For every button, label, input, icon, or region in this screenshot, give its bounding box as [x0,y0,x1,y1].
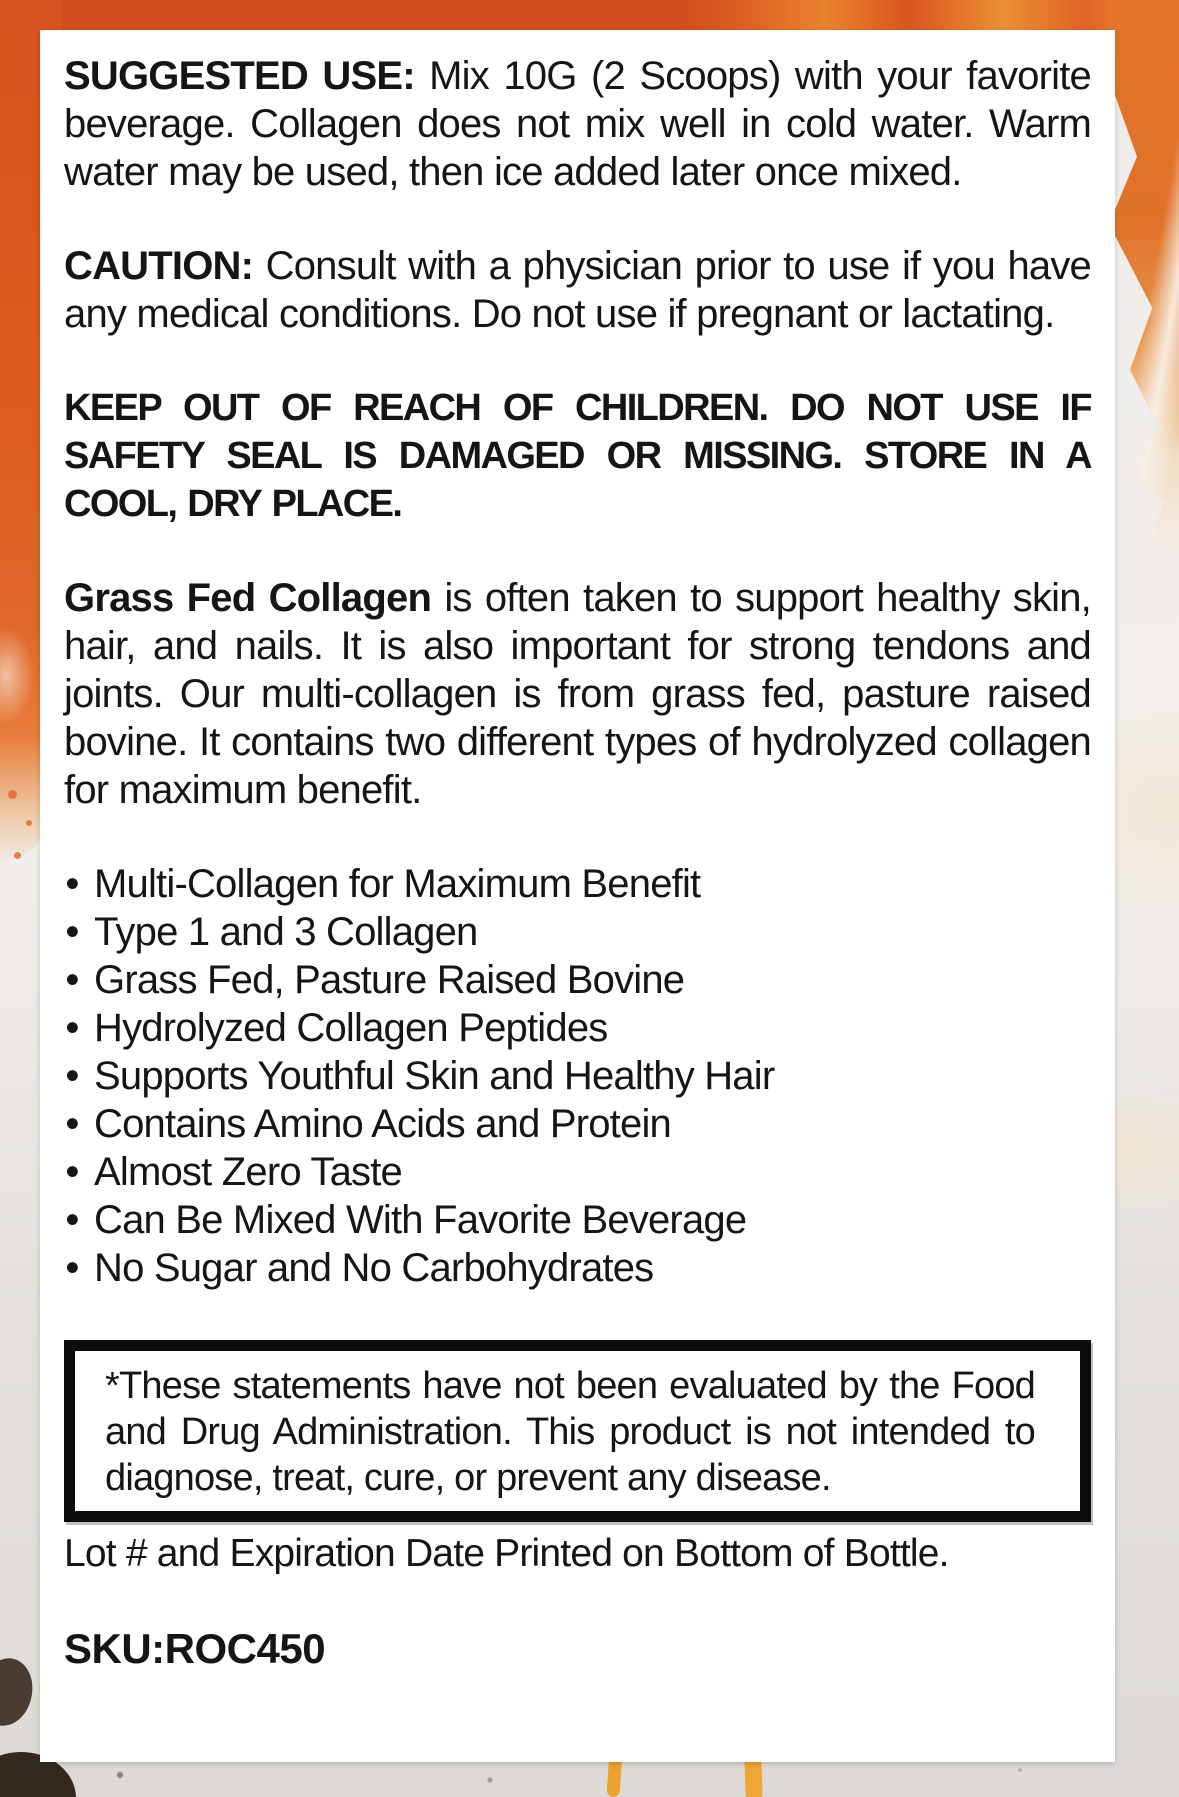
list-item [64,1004,1091,1052]
list-item-text: Grass Fed, Pasture Raised Bovine [94,958,685,1002]
bullet-dot: • [65,1102,79,1146]
dark-paint-blob [0,1653,39,1730]
list-item-text: Hydrolyzed Collagen Peptides [94,1006,608,1050]
product-name: Grass Fed Collagen [64,576,432,620]
bullet-dot: • [65,1006,79,1050]
list-item-text: Supports Youthful Skin and Healthy Hair [94,1054,775,1098]
list-item [64,1244,1091,1292]
paint-speck [14,852,21,859]
list-item [64,1100,1091,1148]
list-item-text: No Sugar and No Carbohydrates [94,1246,654,1290]
description-paragraph [64,574,1091,814]
bullet-dot: • [65,958,79,1002]
description-text: is often taken to support healthy skin, hair, and nails. It is also important for strong tendons and joints. Our multi-collagen is from grass fed, pasture raised bovine. It contains two different types of hydrolyzed collagen for maximum benefit. [64,576,1091,812]
label-panel [40,30,1115,1762]
caution-paragraph [64,242,1091,338]
list-item-text: Can Be Mixed With Favorite Beverage [94,1198,747,1242]
list-item [64,860,1091,908]
fda-disclaimer-text: *These statements have not been evaluated by the Food and Drug Administration. This product is not intended to diagnose, treat, cure, or prevent any disease. [105,1365,1035,1499]
paint-speck [8,790,17,799]
caution-heading: CAUTION: [64,244,254,288]
bullet-dot: • [65,910,79,954]
suggested-use-paragraph [64,52,1091,196]
list-item [64,908,1091,956]
list-item [64,1052,1091,1100]
benefit-list [64,860,1091,1292]
list-item [64,956,1091,1004]
list-item-text: Almost Zero Taste [94,1150,403,1194]
bullet-dot: • [65,1198,79,1242]
list-item-text: Multi-Collagen for Maximum Benefit [94,862,701,906]
suggested-use-text: Mix 10G (2 Scoops) with your favorite beverage. Collagen does not mix well in cold water. Warm water may be used, then ice added later once mixed. [64,54,1091,194]
caution-text: Consult with a physician prior to use if you have any medical conditions. Do not use if pregnant or lactating. [64,244,1091,336]
orange-splash-right [1109,0,1179,560]
warning-paragraph: KEEP OUT OF REACH OF CHILDREN. DO NOT USE IF SAFETY SEAL IS DAMAGED OR MISSING. STORE IN A COOL, DRY PLACE. [64,387,1091,525]
list-item [64,1196,1091,1244]
list-item [64,1148,1091,1196]
bullet-dot: • [65,1246,79,1290]
orange-top-band [0,0,1179,30]
list-item-text: Type 1 and 3 Collagen [94,910,478,954]
bullet-dot: • [65,862,79,906]
fda-disclaimer-box [64,1340,1091,1522]
suggested-use-heading: SUGGESTED USE: [64,54,415,98]
bullet-dot: • [65,1054,79,1098]
paint-speck [26,820,32,826]
sku-code: SKU:ROC450 [64,1625,326,1672]
list-item-text: Contains Amino Acids and Protein [94,1102,671,1146]
bullet-dot: • [65,1150,79,1194]
lot-expiration-note: Lot # and Expiration Date Printed on Bottom of Bottle. [64,1532,949,1575]
